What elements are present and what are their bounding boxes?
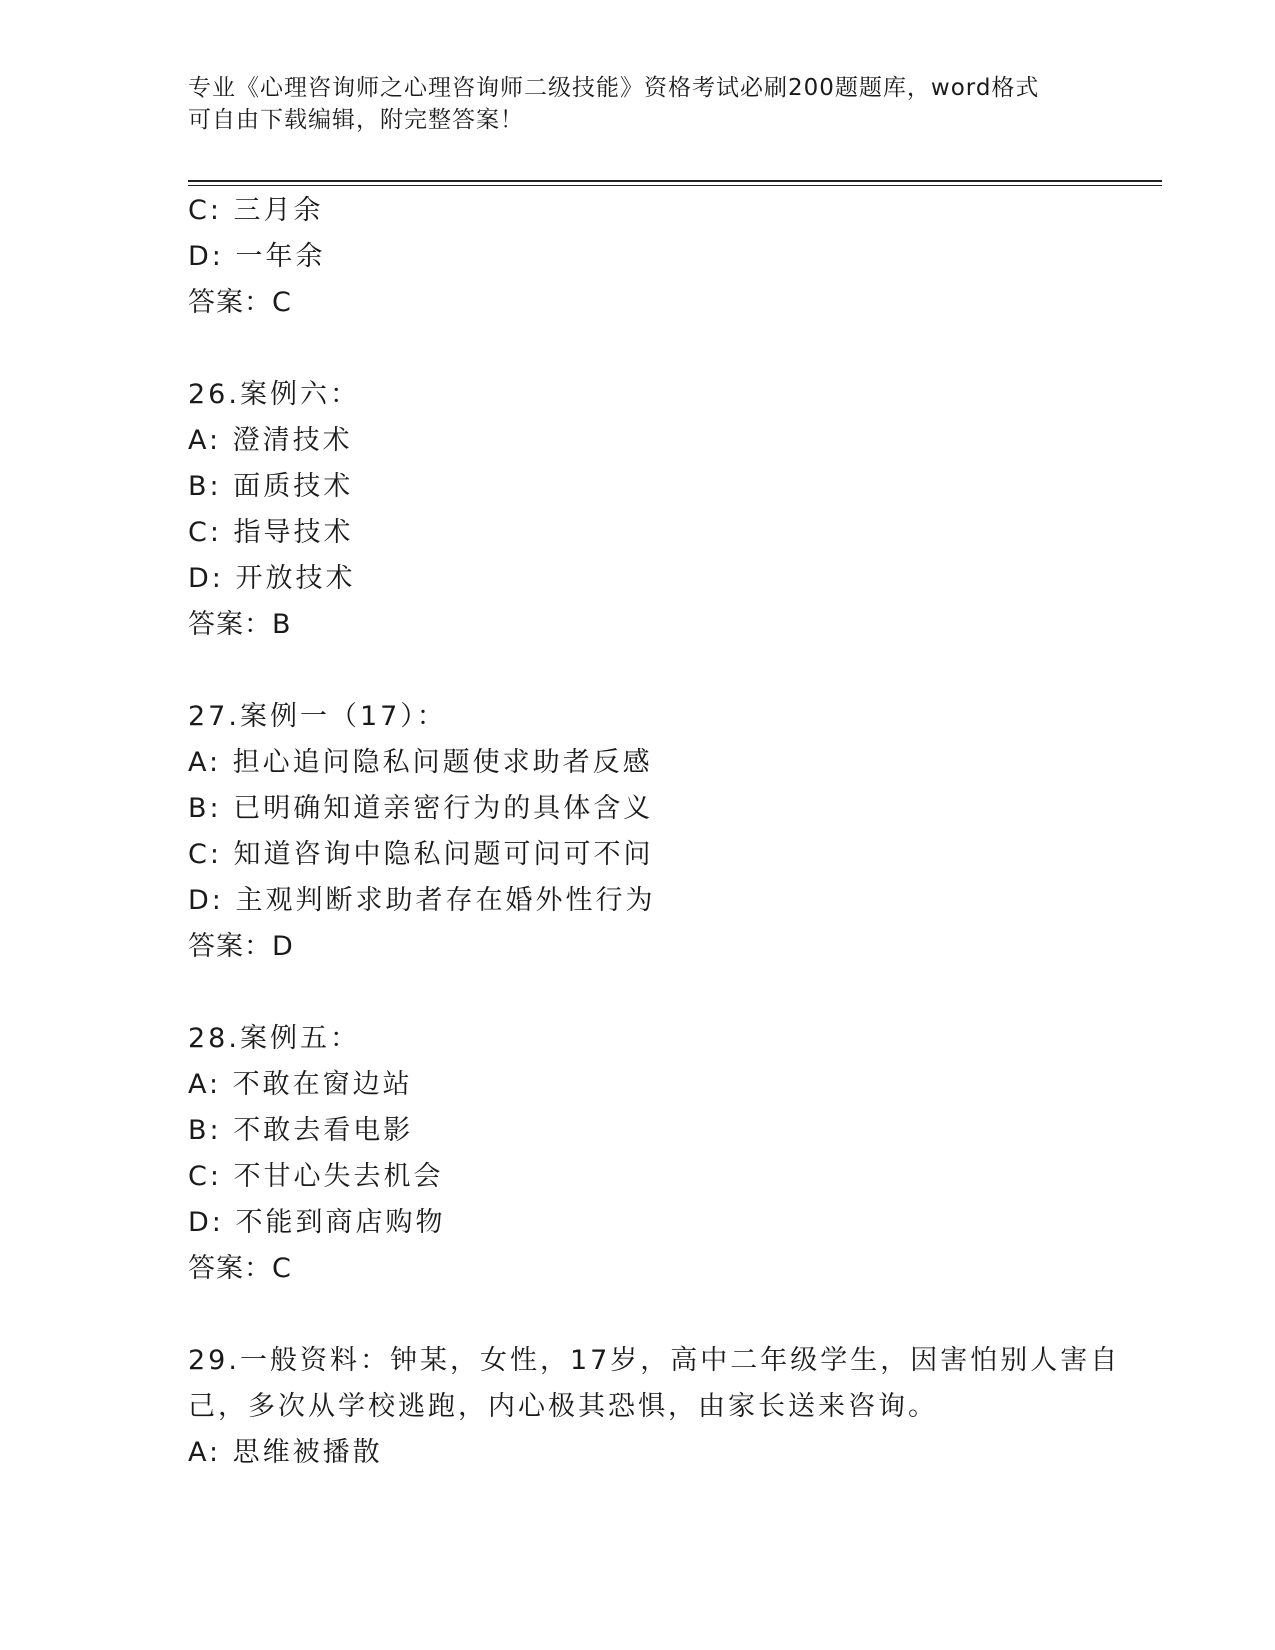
answer-line: 答案：B — [188, 609, 292, 640]
header-line-2: 可自由下载编辑，附完整答案！ — [188, 107, 524, 133]
spacer — [188, 648, 1088, 694]
answer-line: 答案：C — [188, 1253, 292, 1284]
spacer — [188, 1292, 1088, 1338]
header-line-1: 专业《心理咨询师之心理咨询师二级技能》资格考试必刷200题题库，word格式 — [188, 75, 1040, 101]
spacer — [188, 970, 1088, 1016]
option-d: D: 开放技术 — [188, 563, 356, 594]
option-a: A: 思维被播散 — [188, 1437, 383, 1468]
question-title: 27.案例一（17）： — [188, 701, 447, 732]
question-list — [188, 188, 1121, 1476]
option-a: A: 不敢在窗边站 — [188, 1069, 413, 1100]
question-block-27 — [188, 694, 1088, 970]
option-c: C: 三月余 — [188, 195, 324, 226]
answer-line: 答案：C — [188, 287, 292, 318]
question-title: 28.案例五： — [188, 1023, 360, 1054]
option-c: C: 知道咨询中隐私问题可问可不问 — [188, 839, 654, 870]
option-d: D: 主观判断求助者存在婚外性行为 — [188, 885, 656, 916]
question-block-29 — [188, 1338, 1121, 1476]
question-title-line-2: 己，多次从学校逃跑，内心极其恐惧，由家长送来咨询。 — [188, 1391, 938, 1422]
option-c: C: 不甘心失去机会 — [188, 1161, 444, 1192]
question-title: 26.案例六： — [188, 379, 360, 410]
header-divider-thin — [188, 185, 1162, 186]
option-d: D: 一年余 — [188, 241, 326, 272]
option-a: A: 澄清技术 — [188, 425, 353, 456]
question-block-26 — [188, 372, 1088, 648]
header-divider-thick — [188, 180, 1162, 182]
option-a: A: 担心追问隐私问题使求助者反感 — [188, 747, 653, 778]
question-block-25 — [188, 188, 1088, 326]
option-b: B: 面质技术 — [188, 471, 354, 502]
option-b: B: 不敢去看电影 — [188, 1115, 414, 1146]
option-d: D: 不能到商店购物 — [188, 1207, 446, 1238]
question-block-28 — [188, 1016, 1088, 1292]
answer-line: 答案：D — [188, 931, 294, 962]
document-header — [188, 72, 1088, 136]
spacer — [188, 326, 1088, 372]
option-c: C: 指导技术 — [188, 517, 354, 548]
option-b: B: 已明确知道亲密行为的具体含义 — [188, 793, 654, 824]
question-title-line-1: 29.一般资料：钟某，女性，17岁，高中二年级学生，因害怕别人害自 — [188, 1345, 1121, 1376]
